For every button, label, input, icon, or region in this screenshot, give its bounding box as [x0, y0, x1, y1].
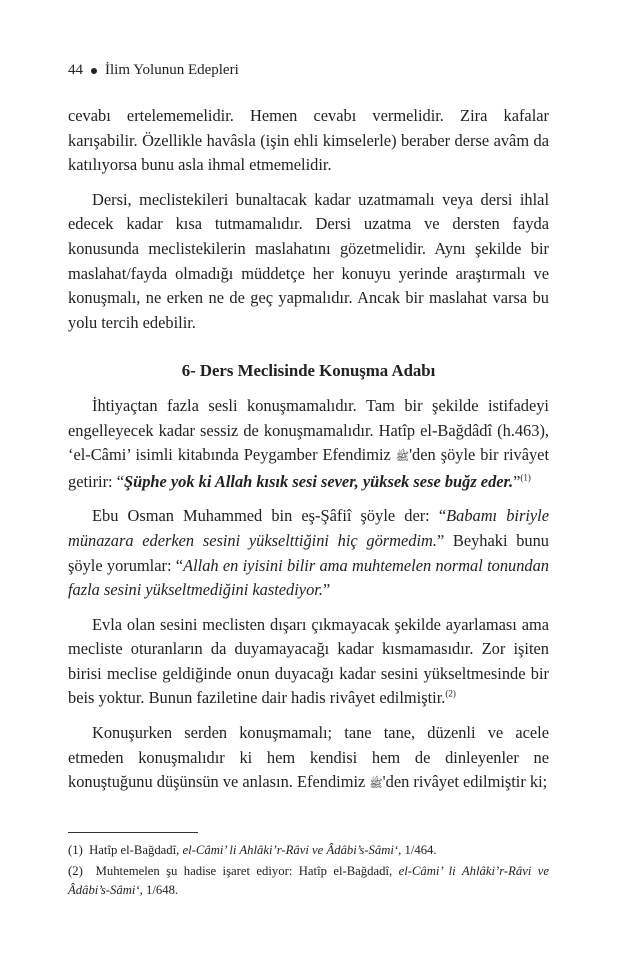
paragraph-5-text: Evla olan sesini meclisten dışarı çıkmayacak şekilde ayarlaması ama mecliste oturanların da duyamayacağı kadar kısmamasıdır. Zor işiten birisi meclise geldiğinde onun duyacağı kadar sesini yükseltmesinde bir beis yoktur. Bunun faziletine dair hadis rivâyet edilmiştir.	[68, 614, 549, 708]
footnotes	[68, 832, 549, 902]
paragraph-6-text-b: 'den rivâyet edilmiştir ki;	[382, 772, 548, 792]
closing-quote: ”	[513, 471, 521, 491]
closing-quote: ”	[322, 580, 331, 600]
footnote-book-title: el-Câmi’ li Ahlâki’r-Râvi ve Âdâbi’s-Sâmi‘	[182, 843, 399, 857]
footnote-text: Hatîp el-Bağdadî,	[89, 843, 183, 857]
footnote-book-title: el-Câmi’ li Ahlâki’r-Râvi ve Âdâbi’s-Sâmi‘	[68, 864, 550, 897]
footnote-2	[68, 862, 549, 900]
paragraph-6	[68, 721, 549, 797]
beyhaki-quote: Allah en iyisini bilir ama muhtemelen normal tonundan fazla sesini yükseltmediğini kastediyor.	[68, 555, 550, 600]
running-title: İlim Yolunun Edepleri	[105, 62, 239, 78]
main-text	[68, 104, 549, 807]
sallallahu-alayhi-wasallam-icon: ﷺ	[369, 778, 383, 791]
hadith-quote: Şüphe yok ki Allah kısık sesi sever, yüksek sese buğz eder.	[123, 471, 514, 491]
footnote-number: (1)	[68, 843, 83, 857]
footnote-text: Muhtemelen şu hadise işaret ediyor: Hatîp el-Bağdadî,	[95, 864, 399, 878]
bullet-dot-icon	[91, 68, 97, 74]
paragraph-2: Dersi, meclistekileri bunaltacak kadar uzatmamalı veya dersi ihlal edecek kadar kısa tutmamalıdır. Dersi uzatma ve dersten fayda konusunda meclistekilerin maslahatını gözetmelidir. Aynı şekilde bir maslahat/fayda olmadığı müddetçe her konuyu yerinde araştırmalı ve konuşmalı, ne erken ne de geç yapmalıdır. Ancak bir maslahat varsa bu yolu tercih edebilir.	[68, 189, 549, 332]
footnote-ref-1[interactable]: (1)	[520, 472, 531, 483]
footnote-divider	[68, 832, 198, 833]
paragraph-3	[68, 394, 549, 494]
paragraph-4	[68, 504, 549, 602]
page-number: 44	[68, 62, 83, 78]
sallallahu-alayhi-wasallam-icon: ﷺ	[395, 451, 410, 464]
paragraph-3-text-b: 'den şöyle bir rivâyet getirir: “	[68, 445, 549, 491]
section-heading: 6- Ders Meclisinde Konuşma Adabı	[181, 361, 436, 381]
footnote-ref-2[interactable]: (2)	[445, 689, 456, 699]
paragraph-4-text-b: ” Beyhaki bunu şöyle yorumlar: “	[68, 530, 549, 575]
footnote-1	[68, 841, 549, 860]
footnote-number: (2)	[68, 864, 83, 878]
footnote-citation: , 1/464.	[398, 843, 437, 857]
footnote-citation: , 1/648.	[139, 883, 179, 897]
running-header	[68, 62, 239, 79]
paragraph-6-text: Konuşurken serden konuşmamalı; tane tane, düzenli ve acele etmeden konuşmalıdır ki hem kendisi hem de dinleyenler ne konuştuğunu düşünsün ve anlasın. Efendimiz	[68, 723, 549, 792]
shafii-quote: Babamı biriyle münazara ederken sesini yükselttiğini hiç görmedim.	[68, 506, 549, 550]
paragraph-5	[68, 613, 549, 711]
paragraph-1: cevabı ertelememelidir. Hemen cevabı vermelidir. Zira kafalar karışabilir. Özellikle havâsla (işin ehli kimselerle) beraber derse avâm da katılıyorsa bunu asla ihmal etmemelidir.	[68, 106, 549, 175]
paragraph-4-text: Ebu Osman Muhammed bin eş-Şâfiî şöyle der: “	[92, 506, 447, 526]
paragraph-3-text: İhtiyaçtan fazla sesli konuşmamalıdır. Tam bir şekilde istifadeyi engelleyecek kadar sessiz de konuşmamalıdır. Hatîp el-Bağdâdî (h.463), ‘el-Câmi’ isimli kitabında Peygamber Efendimiz	[68, 395, 549, 465]
